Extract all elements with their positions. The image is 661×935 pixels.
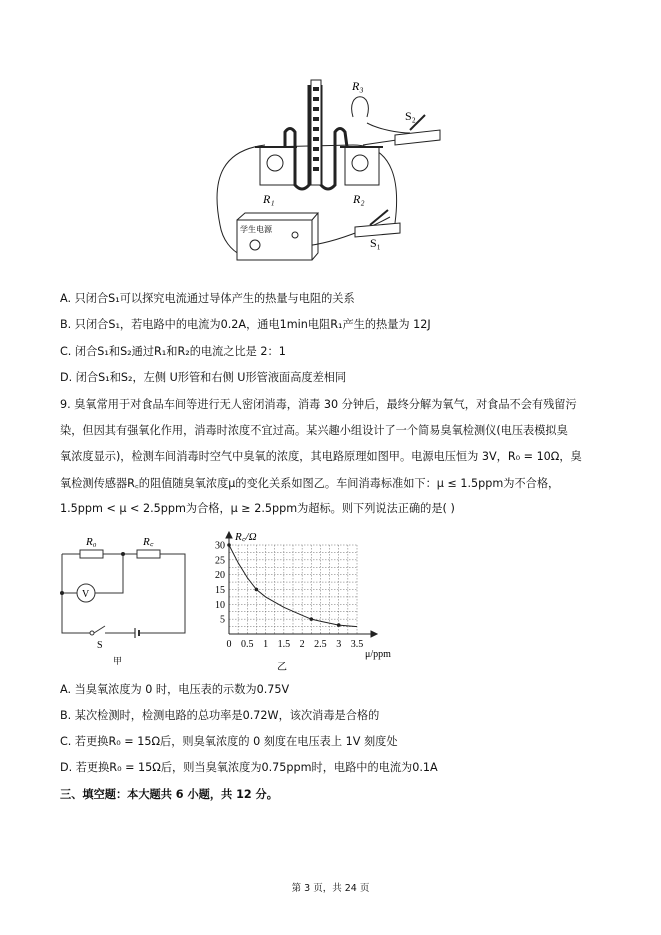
x-tick-label: 1.5 <box>277 639 291 650</box>
x-axis <box>229 631 377 637</box>
label-power-supply: 学生电源 <box>240 225 272 234</box>
data-point <box>227 543 231 547</box>
data-point <box>337 623 341 627</box>
circuit-diagram <box>55 530 195 670</box>
rc-vs-concentration-chart <box>205 528 405 673</box>
q9-line-1: 9. 臭氧常用于对食品车间等进行无人密闭消毒，消毒 30 分钟后，最终分解为氧气，对食品不会有残留污 <box>60 398 577 411</box>
y-tick-label: 15 <box>215 585 225 596</box>
q9-option-d: D. 若更换R₀ = 15Ω后，则当臭氧浓度为0.75ppm时，电路中的电流为0.1A <box>60 761 438 774</box>
q9-option-a: A. 当臭氧浓度为 0 时，电压表的示数为0.75V <box>60 683 290 696</box>
label-r3: R₃ <box>352 79 364 93</box>
y-tick-label: 25 <box>215 555 225 567</box>
x-axis-label: μ/ppm <box>365 649 391 660</box>
y-tick-label: 20 <box>215 570 225 582</box>
x-tick-label: 3.5 <box>350 639 364 650</box>
data-point <box>255 588 259 592</box>
circuit-caption: 甲 <box>113 656 123 666</box>
q9-line-5: 1.5ppm < μ < 2.5ppm为合格，μ ≥ 2.5ppm为超标。则下列说法正确的是( ) <box>60 502 455 515</box>
label-r1: R₁ <box>263 192 275 206</box>
q9-option-c: C. 若更换R₀ = 15Ω后，则臭氧浓度的 0 刻度在电压表上 1V 刻度处 <box>60 735 398 748</box>
label-rc: R꜀ <box>143 536 154 548</box>
chart-caption: 乙 <box>277 662 287 673</box>
y-axis-label: R꜀/Ω <box>235 531 257 543</box>
q8-option-a: A. 只闭合S₁可以探究电流通过导体产生的热量与电阻的关系 <box>60 292 355 305</box>
q8-option-d: D. 闭合S₁和S₂，左侧 U形管和右侧 U形管液面高度差相同 <box>60 371 347 384</box>
y-tick-label: 5 <box>220 614 225 626</box>
q8-option-b: B. 只闭合S₁，若电路中的电流为0.2A，通电1min电阻R₁产生的热量为 12J <box>60 318 431 331</box>
y-tick-label: 10 <box>215 599 225 611</box>
q9-line-4: 氧检测传感器R꜀的阻值随臭氧浓度μ的变化关系如图乙。车间消毒标准如下：μ ≤ 1.5ppm为不合格， <box>60 477 560 490</box>
y-tick-label: 30 <box>215 540 225 552</box>
label-s1: S₁ <box>370 236 381 250</box>
page-footer: 第 3 页，共 24 页 <box>291 883 370 894</box>
x-tick-label: 1 <box>263 639 269 650</box>
q8-option-c: C. 闭合S₁和S₂通过R₁和R₂的电流之比是 2：1 <box>60 345 286 358</box>
x-tick-label: 3 <box>336 639 342 650</box>
label-switch: S <box>97 640 103 651</box>
x-tick-label: 0 <box>226 639 232 650</box>
label-r2: R₂ <box>353 192 365 206</box>
label-s2: S₂ <box>405 109 416 123</box>
q9-option-b: B. 某次检测时，检测电路的总功率是0.72W，该次消毒是合格的 <box>60 709 380 722</box>
apparatus-figure <box>215 75 447 270</box>
voltmeter-symbol: V <box>82 589 90 600</box>
x-tick-label: 2 <box>299 639 305 650</box>
x-tick-label: 2.5 <box>314 639 327 650</box>
q9-line-2: 染，但因其有强氧化作用，消毒时浓度不宜过高。某兴趣小组设计了一个简易臭氧检测仪(电压表模拟臭 <box>60 424 568 437</box>
y-axis <box>226 532 232 634</box>
label-r0: R₀ <box>86 536 97 548</box>
section-heading: 三、填空题：本大题共 6 小题，共 12 分。 <box>60 788 278 801</box>
data-point <box>309 617 313 621</box>
q9-line-3: 氧浓度显示)，检测车间消毒时空气中臭氧的浓度，其电路原理如图甲。电源电压恒为 3V，R₀ = 10Ω，臭 <box>60 450 582 463</box>
x-tick-label: 0.5 <box>241 639 254 650</box>
